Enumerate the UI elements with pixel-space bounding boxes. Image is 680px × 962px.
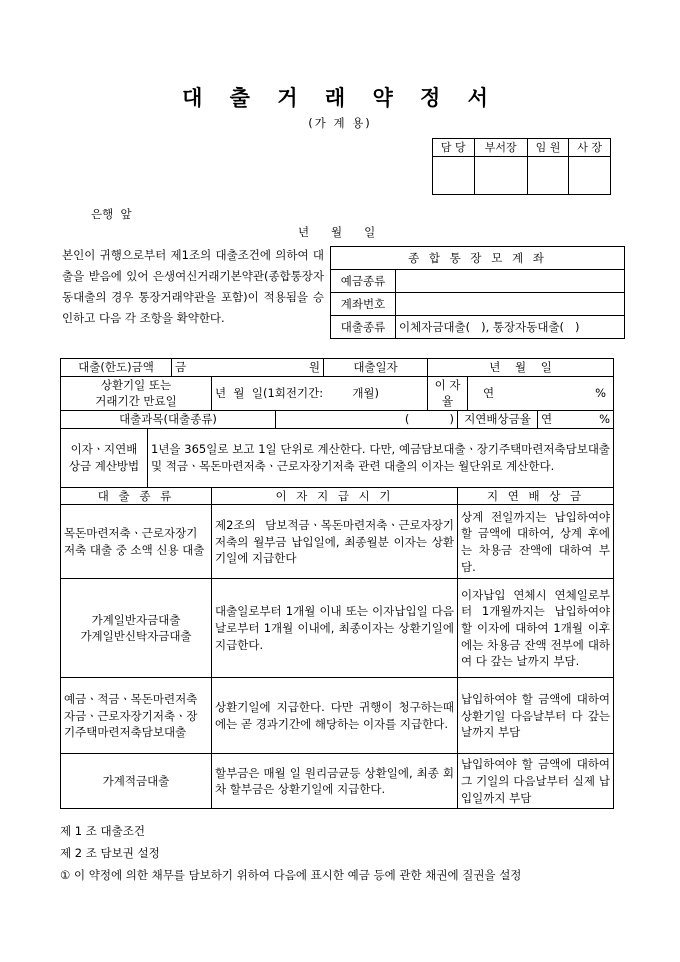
schedule-header: 지 연 배 상 금 bbox=[458, 487, 614, 505]
article-2-heading: 제 2 조 담보권 설정 bbox=[60, 846, 160, 860]
account-box bbox=[330, 246, 625, 339]
penalty-cell: 납입하여야 할 금액에 대하여 그 기일의 다음날부터 실제 납입일까지 부담 bbox=[458, 754, 614, 809]
account-value[interactable]: 이체자금대출( ), 통장자동대출( ) bbox=[396, 316, 625, 339]
amount-field[interactable] bbox=[172, 359, 324, 377]
penalty-rate-value-text: 연 bbox=[541, 412, 553, 427]
article-1-heading: 제 1 조 대출조건 bbox=[60, 824, 145, 838]
penalty-cell: 이자납입 연체시 연체일로부터 1개월까지는 납입하여야 할 이자에 대하여 1개월 이후에는 차용금 잔액 전부에 대하여 다 갚는 날까지 부담. bbox=[458, 579, 614, 678]
interest-value-text: 연 bbox=[483, 386, 495, 400]
approval-sign-cell[interactable] bbox=[474, 157, 527, 195]
penalty-cell: 납입하여야 할 금액에 대하여 상환기일 다음날부터 다 갚는 날까지 부담 bbox=[458, 678, 614, 754]
loan-type-cell: 가계일반자금대출 가계일반신탁자금대출 bbox=[61, 579, 212, 678]
schedule-header: 이 자 지 급 시 기 bbox=[212, 487, 458, 505]
account-value[interactable] bbox=[396, 293, 625, 316]
loan-type-cell: 목돈마련저축ㆍ근로자장기저축 대출 중 소액 신용 대출 bbox=[61, 505, 212, 579]
approval-sign-cell[interactable] bbox=[433, 157, 475, 195]
article-2-clause-1: ① 이 약정에 의한 채무를 담보하기 위하여 다음에 표시한 예금 등에 관한 채권에 질권을 설정 bbox=[60, 868, 522, 882]
loan-table bbox=[60, 358, 614, 809]
approval-header: 담 당 bbox=[433, 139, 475, 157]
interest-timing-cell: 할부금은 매월 일 원리금균등 상환일에, 최종 회차 할부금은 상환기일에 지급한다. bbox=[212, 754, 458, 809]
calc-method-text: 1년을 365일로 보고 1일 단위로 계산한다. 다만, 예금담보대출ㆍ장기주택마련저축담보대출 및 적금ㆍ목돈마련저축ㆍ근로자장기저축 관련 대출의 이자는 월단위로 계산한다. bbox=[148, 428, 614, 487]
penalty-cell: 상계 전일까지는 납입하여야 할 금액에 대하여, 상계 후에는 차용금 잔액에 대하여 부담. bbox=[458, 505, 614, 579]
calc-method-label bbox=[61, 428, 148, 487]
percent-sign: % bbox=[599, 412, 611, 427]
loan-date-value[interactable]: 년 월 일 bbox=[428, 359, 614, 377]
interest-timing-cell: 상환기일에 지급한다. 다만 귀행이 청구하는때에는 곧 경과기간에 해당하는 이자를 지급한다. bbox=[212, 678, 458, 754]
amount-prefix: 금 bbox=[175, 360, 187, 374]
approval-sign-cell[interactable] bbox=[569, 157, 611, 195]
approval-box bbox=[432, 138, 611, 195]
document-title: 대 출 거 래 약 정 서 bbox=[182, 85, 498, 110]
account-title: 종 합 통 장 모 계 좌 bbox=[331, 247, 625, 270]
percent-sign: % bbox=[595, 386, 607, 400]
loan-subject-value[interactable]: ( ) bbox=[276, 411, 458, 429]
intro-paragraph: 본인이 귀행으로부터 제1조의 대출조건에 의하여 대출을 받음에 있어 은생여신거래기본약관(종합통장자동대출의 경우 통장거래약관을 포함)이 적용됨을 승인하고 다음 각 조항을 확약한다. bbox=[62, 248, 324, 325]
amount-label: 대출(한도)금액 bbox=[61, 359, 172, 377]
loan-date-label: 대출일자 bbox=[324, 359, 428, 377]
penalty-rate-value[interactable] bbox=[538, 411, 614, 429]
date-line: 년 월 일 bbox=[298, 225, 376, 239]
interest-label: 이 자 율 bbox=[428, 376, 468, 410]
maturity-label-line2: 거래기간 만료일 bbox=[95, 394, 177, 409]
loan-type-cell: 예금ㆍ적금ㆍ목돈마련저축자금ㆍ근로자장기저축ㆍ장기주택마련저축담보대출 bbox=[61, 678, 212, 754]
penalty-rate-label: 지연배상금율 bbox=[458, 411, 538, 429]
maturity-value[interactable]: 년 월 일(1회전기간: 개월) bbox=[212, 376, 428, 410]
approval-header: 사 장 bbox=[569, 139, 611, 157]
account-value[interactable] bbox=[396, 270, 625, 293]
document-subtitle: (가 계 용) bbox=[308, 116, 372, 130]
account-label: 대출종류 bbox=[331, 316, 396, 339]
approval-sign-cell[interactable] bbox=[527, 157, 569, 195]
loan-type-cell: 가계적금대출 bbox=[61, 754, 212, 809]
schedule-header: 대 출 종 류 bbox=[61, 487, 212, 505]
approval-header: 임 원 bbox=[527, 139, 569, 157]
loan-subject-label: 대출과목(대출종류) bbox=[61, 411, 276, 429]
calc-label-line2: 상금 계산방법 bbox=[68, 458, 140, 473]
account-label: 예금종류 bbox=[331, 270, 396, 293]
interest-timing-cell: 제2조의 담보적금ㆍ목돈마련저축ㆍ근로자장기저축의 월부금 납입일에, 최종월분 이자는 상환기일에 지급한다 bbox=[212, 505, 458, 579]
addressee: 은행 앞 bbox=[91, 207, 132, 221]
account-label: 계좌번호 bbox=[331, 293, 396, 316]
calc-label-line1: 이자ㆍ지연배 bbox=[70, 442, 138, 457]
interest-value[interactable] bbox=[468, 376, 614, 410]
maturity-label-line1: 상환기일 또는 bbox=[100, 377, 172, 392]
interest-timing-cell: 대출일로부터 1개월 이내 또는 이자납입일 다음날로부터 1개월 이내에, 최종이자는 상환기일에 지급한다. bbox=[212, 579, 458, 678]
approval-header: 부서장 bbox=[474, 139, 527, 157]
amount-unit: 원 bbox=[308, 360, 321, 374]
maturity-label bbox=[61, 376, 212, 410]
